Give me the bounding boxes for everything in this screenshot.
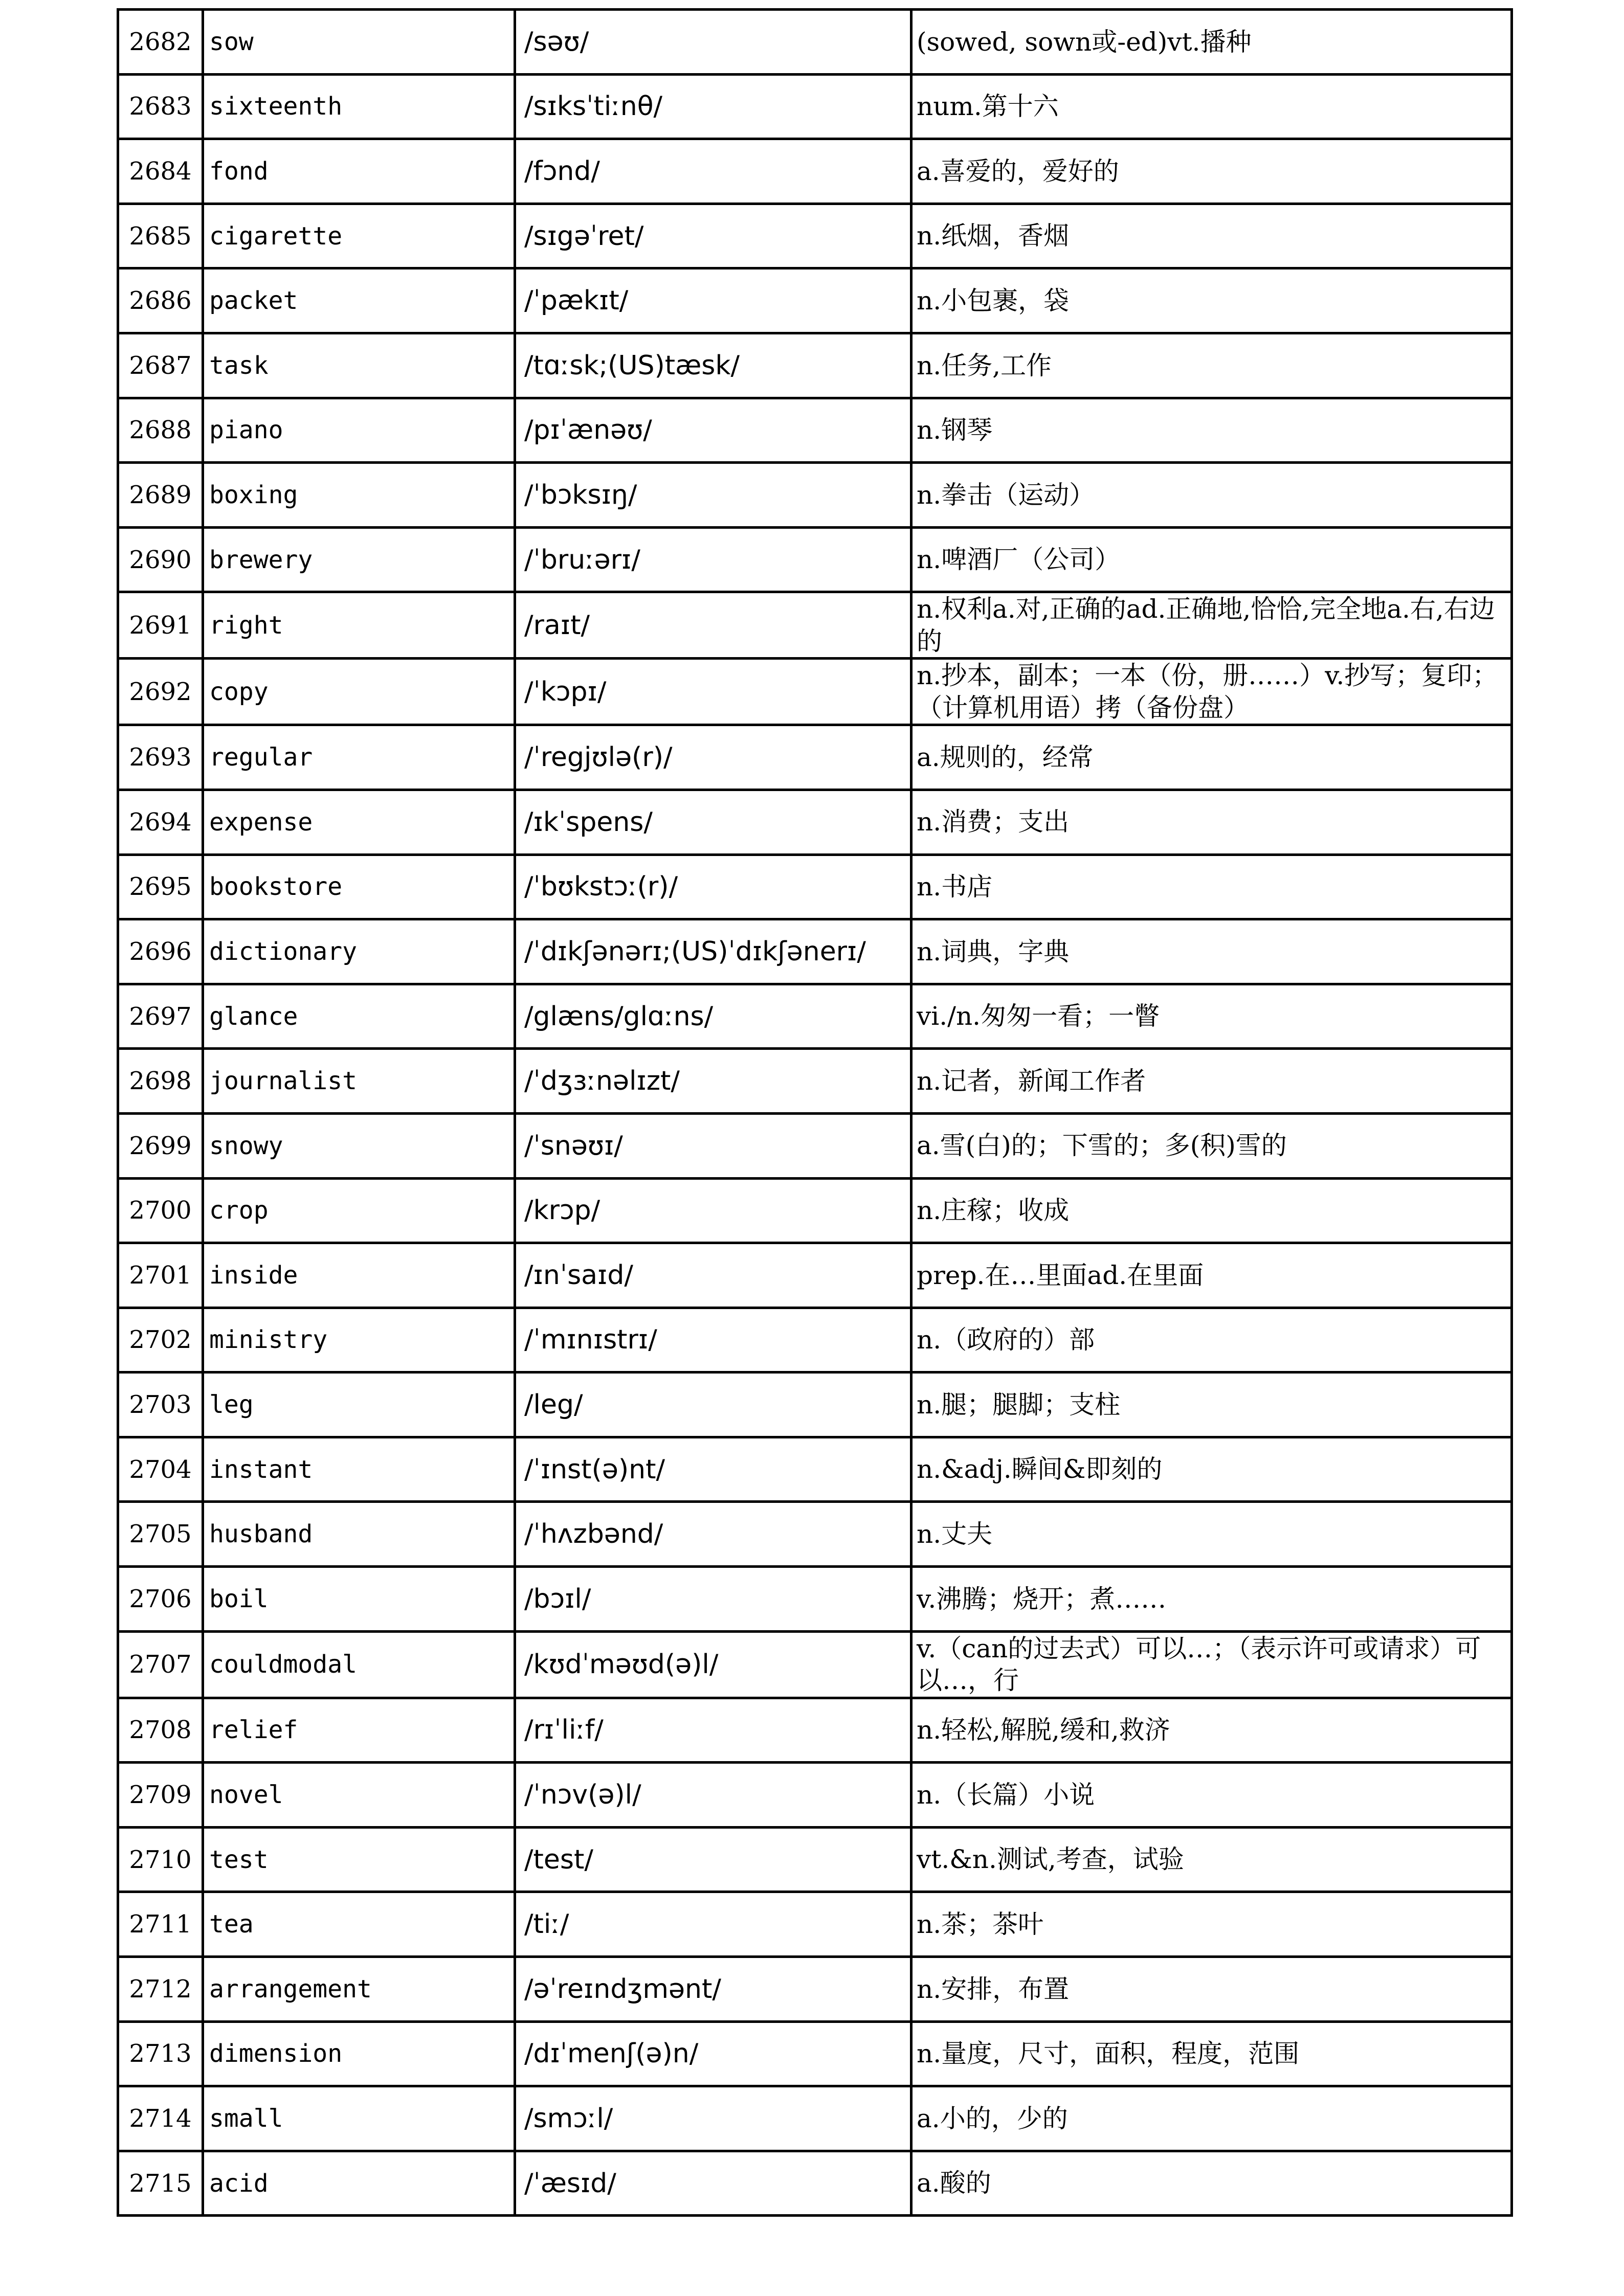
entry-meaning: n.量度，尺寸，面积，程度，范围 [911, 2021, 1512, 2086]
entry-number: 2692 [118, 659, 203, 725]
table-row [118, 10, 1512, 75]
entry-number: 2710 [118, 1827, 203, 1892]
entry-phonetic: /ɪkˈspens/ [515, 790, 911, 854]
entry-word: arrangement [203, 1957, 515, 2022]
entry-meaning: n.钢琴 [911, 398, 1512, 463]
table-row [118, 1372, 1512, 1437]
entry-phonetic: /bɔɪl/ [515, 1567, 911, 1632]
entry-number: 2708 [118, 1698, 203, 1763]
entry-meaning: n.权利a.对,正确的ad.正确地,恰恰,完全地a.右,右边的 [911, 592, 1512, 659]
entry-phonetic: /ˈbʊkstɔː(r)/ [515, 854, 911, 919]
entry-word: ministry [203, 1308, 515, 1372]
entry-number: 2702 [118, 1308, 203, 1372]
entry-phonetic: /ˈdʒɜːnəlɪzt/ [515, 1049, 911, 1114]
table-row [118, 1437, 1512, 1502]
entry-number: 2688 [118, 398, 203, 463]
entry-word: cigarette [203, 204, 515, 268]
entry-meaning: vi./n.匆匆一看；一瞥 [911, 984, 1512, 1049]
table-row [118, 463, 1512, 528]
table-row [118, 1698, 1512, 1763]
entry-meaning: a.喜爱的，爱好的 [911, 139, 1512, 204]
entry-phonetic: /glæns/glɑːns/ [515, 984, 911, 1049]
table-row [118, 2021, 1512, 2086]
table-row [118, 1502, 1512, 1567]
entry-phonetic: /fɔnd/ [515, 139, 911, 204]
entry-meaning: vt.&n.测试,考查，试验 [911, 1827, 1512, 1892]
entry-phonetic: /pɪˈænəʊ/ [515, 398, 911, 463]
entry-phonetic: /ˈdɪkʃənərɪ;(US)ˈdɪkʃənerɪ/ [515, 919, 911, 984]
entry-phonetic: /ˈbruːərɪ/ [515, 527, 911, 592]
entry-number: 2682 [118, 10, 203, 75]
entry-number: 2695 [118, 854, 203, 919]
entry-meaning: n.安排，布置 [911, 1957, 1512, 2022]
entry-phonetic: /ˈhʌzbənd/ [515, 1502, 911, 1567]
entry-word: expense [203, 790, 515, 854]
entry-phonetic: /ˈkɔpɪ/ [515, 659, 911, 725]
table-row [118, 398, 1512, 463]
table-row [118, 725, 1512, 790]
entry-phonetic: /ˈnɔv(ə)l/ [515, 1763, 911, 1828]
entry-word: piano [203, 398, 515, 463]
entry-meaning: a.规则的，经常 [911, 725, 1512, 790]
vocabulary-table [117, 8, 1513, 2217]
entry-phonetic: /ˈbɔksɪŋ/ [515, 463, 911, 528]
entry-meaning: a.小的，少的 [911, 2086, 1512, 2151]
entry-phonetic: /sɪksˈtiːnθ/ [515, 74, 911, 139]
table-row [118, 790, 1512, 854]
entry-phonetic: /raɪt/ [515, 592, 911, 659]
entry-meaning: n.拳击（运动） [911, 463, 1512, 528]
entry-phonetic: /səʊ/ [515, 10, 911, 75]
entry-meaning: n.抄本，副本；一本（份，册……）v.抄写；复印；（计算机用语）拷（备份盘） [911, 659, 1512, 725]
entry-phonetic: /ˈmɪnɪstrɪ/ [515, 1308, 911, 1372]
entry-number: 2709 [118, 1763, 203, 1828]
entry-phonetic: /test/ [515, 1827, 911, 1892]
entry-word: husband [203, 1502, 515, 1567]
entry-number: 2690 [118, 527, 203, 592]
entry-phonetic: /ˈsnəʊɪ/ [515, 1113, 911, 1178]
entry-phonetic: /tɑːsk;(US)tæsk/ [515, 333, 911, 398]
entry-word: boxing [203, 463, 515, 528]
entry-meaning: n.书店 [911, 854, 1512, 919]
entry-meaning: n.词典，字典 [911, 919, 1512, 984]
table-row [118, 333, 1512, 398]
entry-number: 2686 [118, 268, 203, 333]
entry-number: 2687 [118, 333, 203, 398]
table-row [118, 1113, 1512, 1178]
entry-meaning: n.&adj.瞬间&即刻的 [911, 1437, 1512, 1502]
entry-number: 2696 [118, 919, 203, 984]
table-row [118, 854, 1512, 919]
entry-number: 2705 [118, 1502, 203, 1567]
table-row [118, 1049, 1512, 1114]
entry-word: fond [203, 139, 515, 204]
table-row [118, 527, 1512, 592]
entry-meaning: a.酸的 [911, 2151, 1512, 2216]
entry-number: 2700 [118, 1178, 203, 1243]
entry-word: glance [203, 984, 515, 1049]
entry-number: 2699 [118, 1113, 203, 1178]
entry-phonetic: /krɔp/ [515, 1178, 911, 1243]
entry-meaning: v.沸腾；烧开；煮…… [911, 1567, 1512, 1632]
entry-word: couldmodal [203, 1631, 515, 1698]
entry-number: 2683 [118, 74, 203, 139]
entry-number: 2698 [118, 1049, 203, 1114]
entry-number: 2691 [118, 592, 203, 659]
table-row [118, 1631, 1512, 1698]
table-row [118, 1178, 1512, 1243]
entry-word: tea [203, 1892, 515, 1957]
entry-number: 2712 [118, 1957, 203, 2022]
table-row [118, 1957, 1512, 2022]
entry-phonetic: /ɪnˈsaɪd/ [515, 1243, 911, 1308]
entry-meaning: n.啤酒厂（公司） [911, 527, 1512, 592]
entry-meaning: n.（长篇）小说 [911, 1763, 1512, 1828]
entry-word: dictionary [203, 919, 515, 984]
table-row [118, 2086, 1512, 2151]
entry-phonetic: /leg/ [515, 1372, 911, 1437]
entry-word: boil [203, 1567, 515, 1632]
table-row [118, 139, 1512, 204]
entry-word: relief [203, 1698, 515, 1763]
entry-number: 2694 [118, 790, 203, 854]
entry-word: regular [203, 725, 515, 790]
entry-meaning: n.（政府的）部 [911, 1308, 1512, 1372]
entry-word: snowy [203, 1113, 515, 1178]
entry-meaning: n.记者，新闻工作者 [911, 1049, 1512, 1114]
entry-word: bookstore [203, 854, 515, 919]
table-row [118, 984, 1512, 1049]
entry-word: novel [203, 1763, 515, 1828]
entry-number: 2697 [118, 984, 203, 1049]
table-row [118, 659, 1512, 725]
entry-word: acid [203, 2151, 515, 2216]
entry-meaning: (sowed, sown或-ed)vt.播种 [911, 10, 1512, 75]
entry-meaning: n.庄稼；收成 [911, 1178, 1512, 1243]
entry-number: 2706 [118, 1567, 203, 1632]
entry-number: 2703 [118, 1372, 203, 1437]
entry-meaning: n.腿；腿脚；支柱 [911, 1372, 1512, 1437]
entry-meaning: a.雪(白)的；下雪的；多(积)雪的 [911, 1113, 1512, 1178]
entry-meaning: n.消费；支出 [911, 790, 1512, 854]
entry-word: packet [203, 268, 515, 333]
table-row [118, 1763, 1512, 1828]
entry-phonetic: /sɪgəˈret/ [515, 204, 911, 268]
entry-number: 2707 [118, 1631, 203, 1698]
entry-phonetic: /ˈɪnst(ə)nt/ [515, 1437, 911, 1502]
entry-meaning: prep.在…里面ad.在里面 [911, 1243, 1512, 1308]
entry-phonetic: /ˈregjʊlə(r)/ [515, 725, 911, 790]
entry-number: 2715 [118, 2151, 203, 2216]
table-row [118, 1567, 1512, 1632]
table-row [118, 268, 1512, 333]
table-row [118, 592, 1512, 659]
entry-phonetic: /smɔːl/ [515, 2086, 911, 2151]
table-row [118, 1827, 1512, 1892]
entry-word: inside [203, 1243, 515, 1308]
table-row [118, 919, 1512, 984]
entry-word: right [203, 592, 515, 659]
table-row [118, 74, 1512, 139]
entry-phonetic: /tiː/ [515, 1892, 911, 1957]
entry-word: journalist [203, 1049, 515, 1114]
entry-word: copy [203, 659, 515, 725]
entry-number: 2684 [118, 139, 203, 204]
entry-meaning: num.第十六 [911, 74, 1512, 139]
entry-phonetic: /ˈæsɪd/ [515, 2151, 911, 2216]
entry-word: sixteenth [203, 74, 515, 139]
entry-phonetic: /əˈreɪndʒmənt/ [515, 1957, 911, 2022]
vocabulary-table-body [118, 10, 1512, 2216]
entry-word: test [203, 1827, 515, 1892]
entry-meaning: n.茶；茶叶 [911, 1892, 1512, 1957]
entry-phonetic: /dɪˈmenʃ(ə)n/ [515, 2021, 911, 2086]
entry-meaning: v.（can的过去式）可以…；（表示许可或请求）可以…，行 [911, 1631, 1512, 1698]
table-row [118, 2151, 1512, 2216]
entry-number: 2693 [118, 725, 203, 790]
entry-word: instant [203, 1437, 515, 1502]
entry-number: 2689 [118, 463, 203, 528]
entry-word: task [203, 333, 515, 398]
entry-phonetic: /ˈpækɪt/ [515, 268, 911, 333]
entry-number: 2714 [118, 2086, 203, 2151]
entry-meaning: n.任务,工作 [911, 333, 1512, 398]
entry-meaning: n.小包裹，袋 [911, 268, 1512, 333]
entry-word: leg [203, 1372, 515, 1437]
entry-word: small [203, 2086, 515, 2151]
entry-number: 2685 [118, 204, 203, 268]
entry-number: 2701 [118, 1243, 203, 1308]
table-row [118, 204, 1512, 268]
entry-word: dimension [203, 2021, 515, 2086]
entry-word: sow [203, 10, 515, 75]
entry-number: 2711 [118, 1892, 203, 1957]
entry-number: 2713 [118, 2021, 203, 2086]
entry-word: brewery [203, 527, 515, 592]
table-row [118, 1308, 1512, 1372]
entry-meaning: n.纸烟，香烟 [911, 204, 1512, 268]
entry-meaning: n.丈夫 [911, 1502, 1512, 1567]
table-row [118, 1892, 1512, 1957]
entry-phonetic: /rɪˈliːf/ [515, 1698, 911, 1763]
entry-meaning: n.轻松,解脱,缓和,救济 [911, 1698, 1512, 1763]
entry-number: 2704 [118, 1437, 203, 1502]
entry-word: crop [203, 1178, 515, 1243]
table-row [118, 1243, 1512, 1308]
entry-phonetic: /kʊdˈməʊd(ə)l/ [515, 1631, 911, 1698]
